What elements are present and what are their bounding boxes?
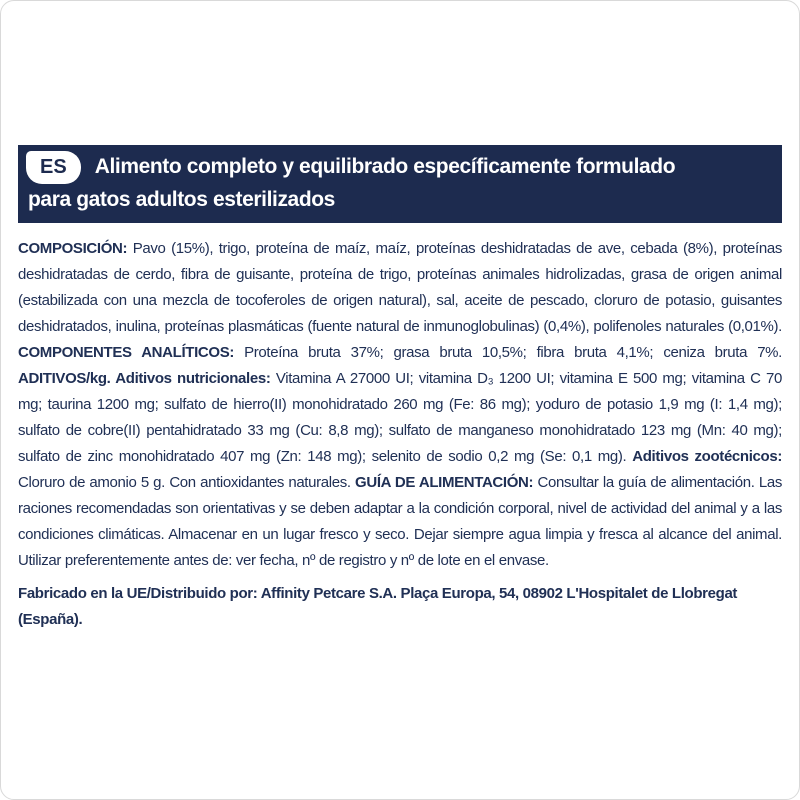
header-row — [26, 151, 772, 184]
label-sheet — [18, 0, 782, 633]
header-title-line2: para gatos adultos esterilizados — [28, 188, 335, 211]
header-band — [18, 145, 782, 223]
header-title-line1: Alimento completo y equilibrado específicamente formulado — [94, 155, 676, 179]
composition-paragraph: COMPOSICIÓN: Pavo (15%), trigo, proteína de maíz, maíz, proteínas deshidratadas de ave, cebada (8%), proteínas deshidratadas de cerdo, fibra de guisante, proteína de trigo, proteínas animales hidrolizadas, grasa de origen animal (estabilizada con una mezcla de tocoferoles de origen natural), sal, aceite de pescado, cloruro de potasio, guisantes deshidratados, inulina, proteínas plasmáticas (fuente natural de inmunoglobulinas) (0,4%), polifenoles naturales (0,01%). COMPONENTES ANALÍTICOS: Proteína bruta 37%; grasa bruta 10,5%; fibra bruta 4,1%; ceniza bruta 7%. ADITIVOS/kg. Aditivos nutricionales: Vitamina A 27000 UI; vitamina D₃ 1200 UI; vitamina E 500 mg; vitamina C 70 mg; taurina 1200 mg; sulfato de hierro(II) monohidratado 260 mg (Fe: 86 mg); yoduro de potasio 1,9 mg (I: 1,4 mg); sulfato de cobre(II) pentahidratado 33 mg (Cu: 8,8 mg); sulfato de manganeso monohidratado 123 mg (Mn: 40 mg); sulfato de zinc monohidratado 407 mg (Zn: 148 mg); selenito de sodio 0,2 mg (Se: 0,1 mg). Aditivos zootécnicos: Cloruro de amonio 5 g. Con antioxidantes naturales. GUÍA DE ALIMENTACIÓN: Consultar la guía de alimentación. Las raciones recomendadas son orientativas y se deben adaptar a la condición corporal, nivel de actividad del animal y a las condiciones climáticas. Almacenar en un lugar fresco y seco. Dejar siempre agua limpia y fresca al alcance del animal. Utilizar preferentemente antes de: ver fecha, nº de registro y nº de lote en el envase. — [18, 240, 783, 570]
language-badge: ES — [26, 151, 81, 184]
manufacturer-paragraph: Fabricado en la UE/Distribuido por: Affinity Petcare S.A. Plaça Europa, 54, 08902 L'Hospitalet de Llobregat (España). — [18, 585, 738, 629]
